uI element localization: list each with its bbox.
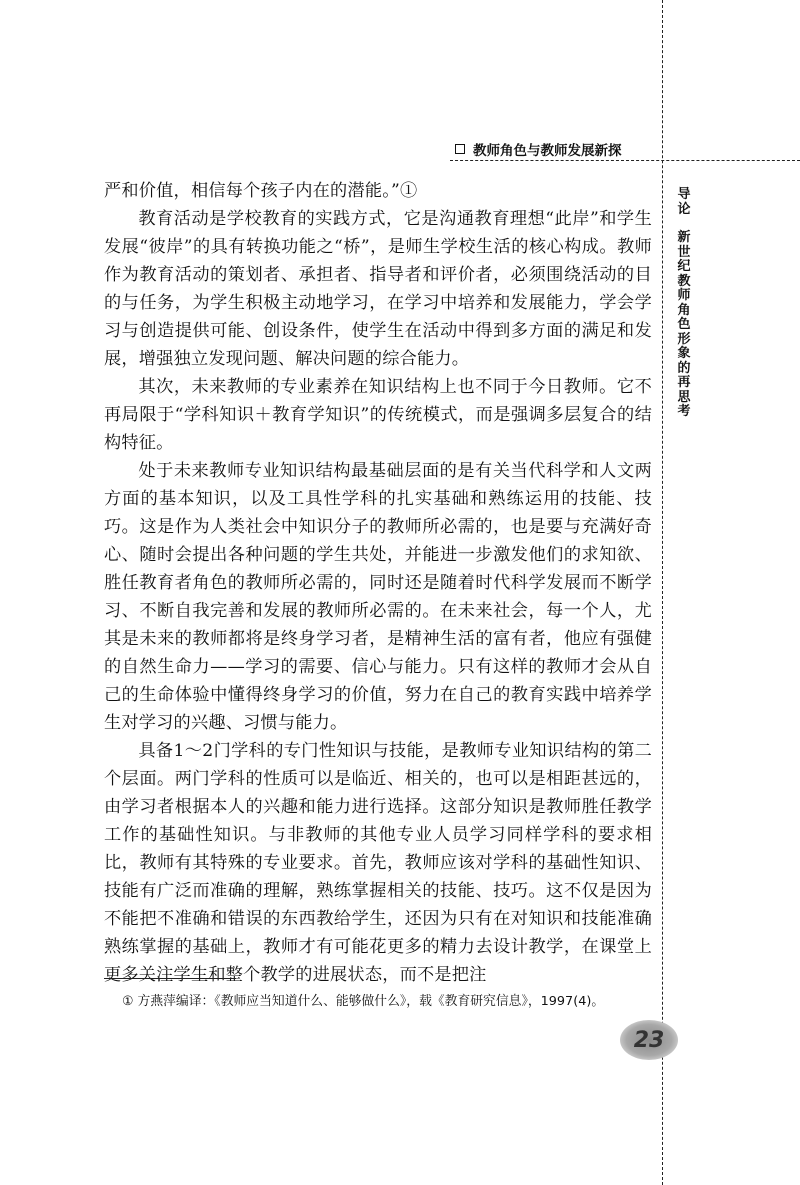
square-box-icon: [455, 144, 465, 154]
side-title-part1: 导论: [677, 187, 691, 217]
side-title-part2: 新世纪教师角色形象的再思考: [677, 230, 691, 419]
paragraph: 严和价值，相信每个孩子内在的潜能。”①: [104, 181, 418, 201]
header-dashed-rule: [450, 160, 800, 161]
paragraph: 处于未来教师专业知识结构最基础层面的是有关当代科学和人文两方面的基本知识，以及工具性学科的扎实基础和熟练运用的技能、技巧。这是作为人类社会中知识分子的教师所必需的，也是要与充满好奇心、随时会提出各种问题的学生共处，并能进一步激发他们的求知欲、胜任教育者角色的教师所必需的，同时还是随着时代科学发展而不断学习、不断自我完善和发展的教师所必需的。在未来社会，每一个人，尤其是未来的教师都将是终身学习者，是精神生活的富有者，他应有强健的自然生命力——学习的需要、信心与能力。只有这样的教师才会从自己的生命体验中懂得终身学习的价值，努力在自己的教育实践中培养学生对学习的兴趣、习惯与能力。: [104, 461, 652, 733]
body-text: [104, 177, 652, 989]
side-chapter-title: [676, 188, 692, 420]
page-number-text: 23: [633, 1027, 665, 1053]
paragraph: 具备1～2门学科的专门性知识与技能，是教师专业知识结构的第二个层面。两门学科的性质可以是临近、相关的，也可以是相距甚远的，由学习者根据本人的兴趣和能力进行选择。这部分知识是教师胜任教学工作的基础性知识。与非教师的其他专业人员学习同样学科的要求相比，教师有其特殊的专业要求。首先，教师应该对学科的基础性知识、技能有广泛而准确的理解，熟练掌握相关的技能、技巧。这不仅是因为不能把不准确和错误的东西教给学生，还因为只有在对知识和技能准确熟练掌握的基础上，教师才有可能花更多的精力去设计教学，在课堂上更多关注学生和整个教学的进展状态，而不是把注: [104, 741, 652, 985]
header-title: 教师角色与教师发展新探: [473, 143, 622, 159]
running-header: [455, 138, 660, 160]
paragraph: 教育活动是学校教育的实践方式，它是沟通教育理想“此岸”和学生发展“彼岸”的具有转换功能之“桥”，是师生学校生活的核心构成。教师作为教育活动的策划者、承担者、指导者和评价者，必须围绕活动的目的与任务，为学生积极主动地学习，在学习中培养和发展能力，学会学习与创造提供可能、创设条件，使学生在活动中得到多方面的满足和发展，增强独立发现问题、解决问题的综合能力。: [104, 209, 652, 369]
page-number: [620, 1020, 678, 1060]
paragraph: 其次，未来教师的专业素养在知识结构上也不同于今日教师。它不再局限于“学科知识＋教育学知识”的传统模式，而是强调多层复合的结构特征。: [104, 377, 652, 453]
footnote: ① 方燕萍编译：《教师应当知道什么、能够做什么》，载《教育研究信息》，1997(4)。: [122, 994, 605, 1009]
footnote-rule: [104, 978, 236, 979]
margin-dashed-rule: [662, 0, 663, 1185]
